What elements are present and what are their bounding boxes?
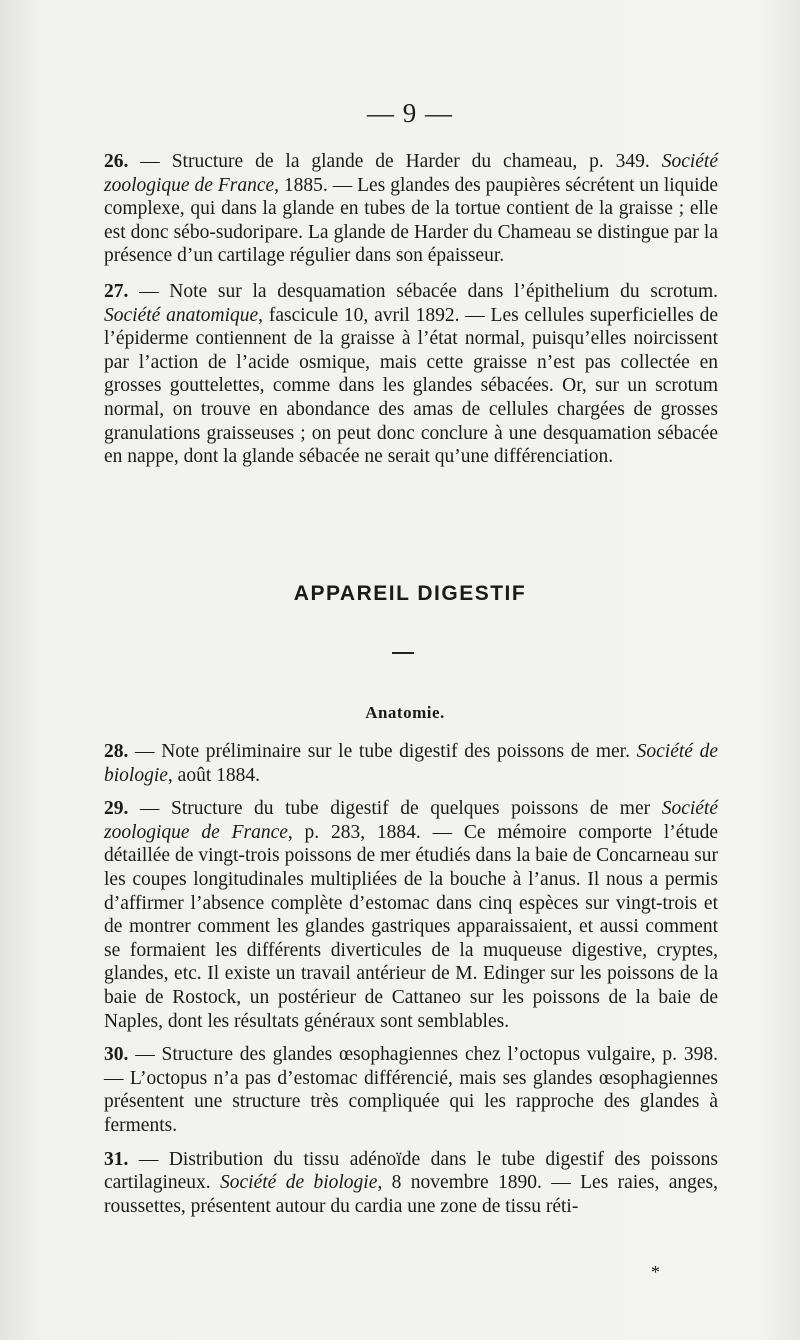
entry-text: — Structure de la glande de Harder du chameau, p. 349. xyxy=(128,151,662,172)
entry-text: , 8 novembre 1890. — Les raies, anges, roussettes, présentent autour du cardia une zone de tissu réti- xyxy=(104,1172,718,1217)
entry-text: , 1885. — Les glandes des paupières sécrétent un liquide complexe, qui dans la glande en tubes de la tortue contient de la graisse ; elle est donc sébo-sudoripare. La glande de Harder du Chameau se distingue par la présence d’un cartilage régulier dans son épaisseur. xyxy=(104,174,718,267)
entry-text: — Note préliminaire sur le tube digestif des poissons de mer. xyxy=(128,741,637,762)
entry-citation: Société de biologie xyxy=(104,741,718,786)
page-number: — 9 — xyxy=(367,98,453,128)
entry-text: , p. 283, 1884. — Ce mémoire comporte l’étude détaillée de vingt-trois poissons de mer étudiés dans la baie de Concarneau sur les coupes longitudinales multipliées de la bouche à l’anus. Il nous a permis d’affirmer l’absence complète d’estomac dans cinq espèces sur vingt-trois et de montrer comment les glandes gastriques apparaissaient, et aussi comment se formaient les différents diverticules de la muqueuse digestive, cryptes, glandes, etc. Il existe un travail antérieur de M. Edinger sur les poissons de la baie de Rostock, un postérieur de Cattaneo sur les poissons de la baie de Naples, dont les résultats généraux sont semblables. xyxy=(104,821,718,1032)
entry-text: — Structure des glandes œsophagiennes chez l’octopus vulgaire, p. 398. — L’octopus n’a pas d’estomac différencié, mais ses glandes œsophagiennes présentent une structure très compliquée qui les rapproche des glandes à ferments. xyxy=(104,1044,718,1136)
bibliography-entry xyxy=(104,797,718,1033)
entry-citation: Société anatomique xyxy=(104,304,259,326)
entry-text: , août 1884. xyxy=(167,764,260,786)
footnote-mark: * xyxy=(651,1262,660,1282)
bibliography-entry xyxy=(104,150,718,268)
entry-number: 28. xyxy=(104,741,129,762)
entry-text: , fascicule 10, avril 1892. — Les cellules superficielles de l’épiderme contiennent de la graisse à l’état normal, puisqu’elles noircissent par l’action de l’acide osmique, mais cette graisse n’est pas collectée en grosses gouttelettes, comme dans les glandes sébacées. Or, sur un scrotum normal, on trouve en abondance des amas de cellules chargées de grosses granulations graisseuses ; on peut donc conclure à une desquamation sébacée en nappe, dont la glande sébacée ne serait qu’une différenciation. xyxy=(104,304,718,468)
entries-bottom xyxy=(104,740,718,1218)
entry-text: — Note sur la desquamation sébacée dans l’épithelium du scrotum. xyxy=(128,280,718,302)
bibliography-entry xyxy=(104,280,718,469)
section-divider xyxy=(392,652,414,654)
section-title: APPAREIL DIGESTIF xyxy=(293,582,527,605)
entry-citation: Société zoologique de France xyxy=(104,798,718,843)
entry-citation: Société zoologique de France xyxy=(104,151,718,196)
entry-number: 27. xyxy=(104,280,129,302)
entry-number: 26. xyxy=(104,151,129,172)
bibliography-entry xyxy=(104,740,718,787)
bibliography-entry xyxy=(104,1148,718,1219)
bibliography-entry xyxy=(104,1043,718,1137)
entry-number: 29. xyxy=(104,798,129,820)
entry-text: — Distribution du tissu adénoïde dans le tube digestif des poissons cartilagineux. xyxy=(104,1148,718,1194)
entry-text: — Structure du tube digestif de quelques poissons de mer xyxy=(128,798,662,820)
entry-number: 31. xyxy=(104,1148,129,1170)
subsection-title: Anatomie. xyxy=(365,703,445,722)
entry-number: 30. xyxy=(104,1044,129,1066)
entry-citation: Société de biologie xyxy=(220,1172,378,1194)
entries-top xyxy=(104,150,718,469)
